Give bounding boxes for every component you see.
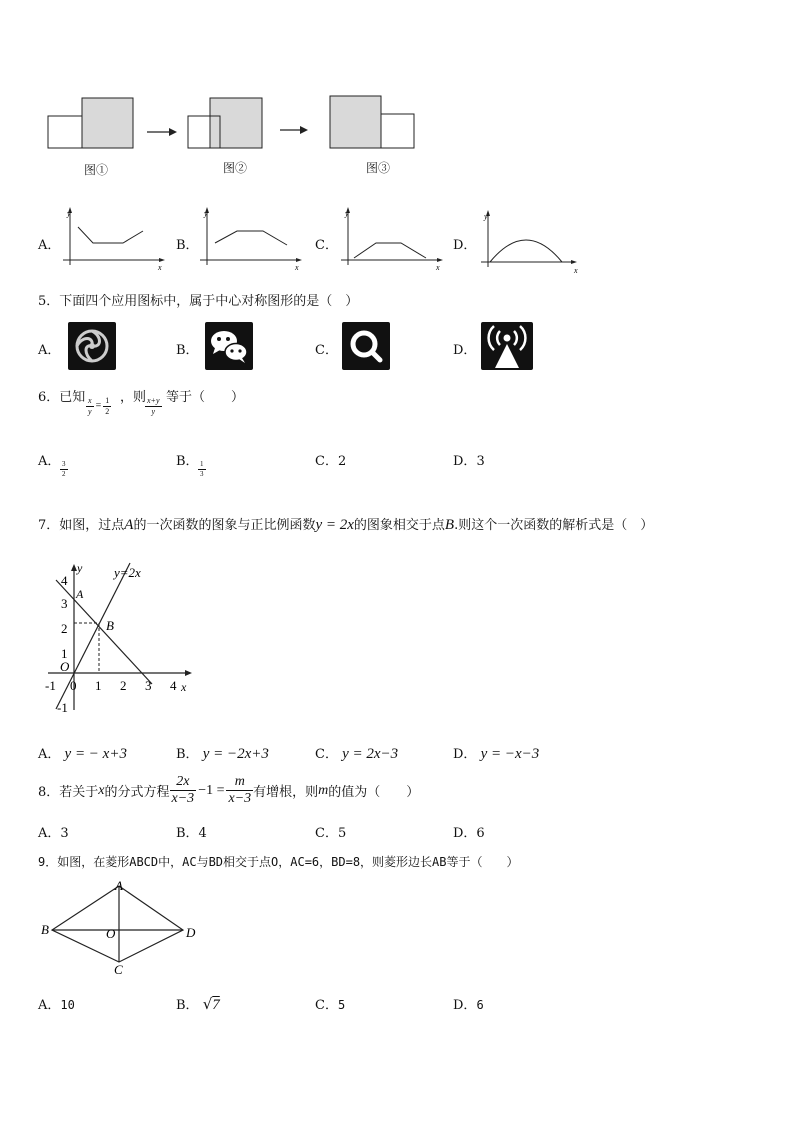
q6-cond-frac-rhs: $\frac{1}{2}$ <box>105 396 110 416</box>
q6-stem: 6．已知 <box>38 390 86 405</box>
fig3-large-square <box>330 96 381 148</box>
fig1-caption: 图① <box>84 163 109 177</box>
q4-a-curve <box>78 227 143 243</box>
q9-rhombus-diagram <box>38 876 208 976</box>
q6-cond-frac-lhs: $\frac{x}{y}$ <box>88 396 92 416</box>
q5-option-a[interactable]: A． <box>38 343 61 358</box>
q4-graph-d <box>476 205 591 280</box>
q5-icon-a-swirl-icon[interactable] <box>68 322 116 370</box>
q4-option-b[interactable]: B． <box>176 238 199 253</box>
svg-text:3: 3 <box>145 678 152 693</box>
q8-option-a[interactable]: A．3 <box>38 826 69 841</box>
svg-text:-1: -1 <box>45 678 56 693</box>
arrow-2-head <box>300 126 308 134</box>
q7-point-b-label: B <box>106 618 114 633</box>
q4-graph-c <box>336 205 451 275</box>
q6-suffix: 等于（ ） <box>166 390 245 405</box>
svg-text:y: y <box>204 209 208 218</box>
q6-middle: ，则 <box>120 390 147 405</box>
fig3-small-square <box>381 114 414 148</box>
svg-text:-1: -1 <box>57 700 68 715</box>
fig1-large-square <box>82 98 133 148</box>
q6-option-b-frac: $\frac{1}{3}$ <box>200 460 204 478</box>
svg-text:4: 4 <box>61 573 68 588</box>
q7-option-b[interactable]: B． y = −2x+3 <box>176 746 269 762</box>
q7-origin-label: O <box>60 659 70 674</box>
q6-option-a-frac: $\frac{3}{2}$ <box>62 460 66 478</box>
q5-option-b[interactable]: B． <box>176 343 199 358</box>
svg-text:y: y <box>345 209 349 218</box>
q8-option-b[interactable]: B．4 <box>176 826 207 841</box>
q8-frac-2: $\frac{m}{x-3}$ <box>228 774 252 806</box>
q6-option-c[interactable]: C．2 <box>315 454 347 469</box>
q5-icon-c-search-icon[interactable] <box>342 322 390 370</box>
fig3-caption: 图③ <box>366 161 391 175</box>
sqrt-icon: √ <box>202 995 213 1013</box>
q9-option-b[interactable]: B． √7 <box>176 995 220 1013</box>
svg-text:x: x <box>295 263 299 272</box>
svg-text:1: 1 <box>61 646 68 661</box>
q5-option-d[interactable]: D． <box>453 343 477 358</box>
q4-d-curve <box>490 240 562 262</box>
fig2-caption: 图② <box>223 161 248 175</box>
q9-option-c[interactable]: C．5 <box>315 998 346 1013</box>
q5-icon-b-wechat-icon[interactable] <box>205 322 253 370</box>
svg-text:4: 4 <box>170 678 177 693</box>
arrow-1-head <box>169 128 177 136</box>
q4-option-a[interactable]: A． <box>38 238 61 253</box>
q7-point-a-label: A <box>76 587 84 601</box>
q8-frac-1: $\frac{2x}{x-3}$ <box>171 774 195 806</box>
svg-text:x: x <box>436 263 440 272</box>
svg-text:2: 2 <box>120 678 127 693</box>
q7-stem: 7．如图，过点A的一次函数的图象与正比例函数y = 2x的图象相交于点B.则这个一次函数的解析式是（ ） <box>38 517 654 533</box>
q7-option-d[interactable]: D． y = −x−3 <box>453 746 540 762</box>
q4-option-c[interactable]: C． <box>315 238 338 253</box>
q6-option-a[interactable]: A． <box>38 454 61 469</box>
q5-icon-d-signal-tower-icon[interactable] <box>481 322 533 370</box>
q7-line-label: y=2x <box>114 565 141 580</box>
q6-expr-frac: $\frac{x+y}{y}$ <box>147 396 160 416</box>
q6-option-b[interactable]: B． <box>176 454 199 469</box>
svg-text:0: 0 <box>70 678 77 693</box>
svg-text:3: 3 <box>61 596 68 611</box>
q5-option-c[interactable]: C． <box>315 343 338 358</box>
q9-label-b: B <box>41 922 49 937</box>
q9-label-a: A <box>115 878 123 893</box>
svg-text:y: y <box>484 212 488 221</box>
svg-text:1: 1 <box>95 678 102 693</box>
q8-option-d[interactable]: D．6 <box>453 826 485 841</box>
fig2-large-square <box>210 98 262 148</box>
q4-option-d[interactable]: D． <box>453 238 477 253</box>
svg-text:x: x <box>158 263 162 272</box>
fig1-small-square <box>48 116 82 148</box>
q4-b-curve <box>215 231 287 245</box>
q7-line-ab <box>56 580 152 684</box>
q4-graph-a <box>58 205 168 275</box>
q7-option-c[interactable]: C． y = 2x−3 <box>315 746 399 762</box>
q7-x-label: x <box>181 680 187 694</box>
q9-option-a[interactable]: A．10 <box>38 998 75 1013</box>
svg-text:2: 2 <box>61 621 68 636</box>
q9-stem: 9．如图，在菱形ABCD中，AC与BD相交于点O，AC=6，BD=8，则菱形边长AB等于（ ） <box>38 855 519 869</box>
q9-label-d: D <box>186 925 196 940</box>
q9-label-c: C <box>114 962 123 976</box>
sliding-squares-figure <box>40 88 440 183</box>
q9-option-d[interactable]: D．6 <box>453 998 484 1013</box>
svg-text:x: x <box>574 266 578 275</box>
q9-rhombus <box>52 886 183 962</box>
q5-stem: 5．下面四个应用图标中，属于中心对称图形的是（ ） <box>38 294 359 309</box>
q8-option-c[interactable]: C．5 <box>315 826 347 841</box>
q6-expression <box>145 396 162 417</box>
q9-label-o: O <box>106 926 116 941</box>
q7-option-a[interactable]: A． y = − x+3 <box>38 746 127 762</box>
q6-option-d[interactable]: D．3 <box>453 454 485 469</box>
q7-y-label: y <box>77 561 83 575</box>
q8-stem: 8．若关于 x 的分式方程 $\frac{2x}{x-3}$ −1 = $\frac{m}{x-3}$ 有增根，则 m 的值为（ ） <box>38 774 420 806</box>
q6-condition: $\frac{x}{y}$ = $\frac{1}{2}$ <box>88 396 110 416</box>
q4-graph-b <box>195 205 310 275</box>
q4-c-curve <box>354 243 426 258</box>
svg-text:y: y <box>67 209 71 218</box>
q7-graph <box>40 560 200 720</box>
